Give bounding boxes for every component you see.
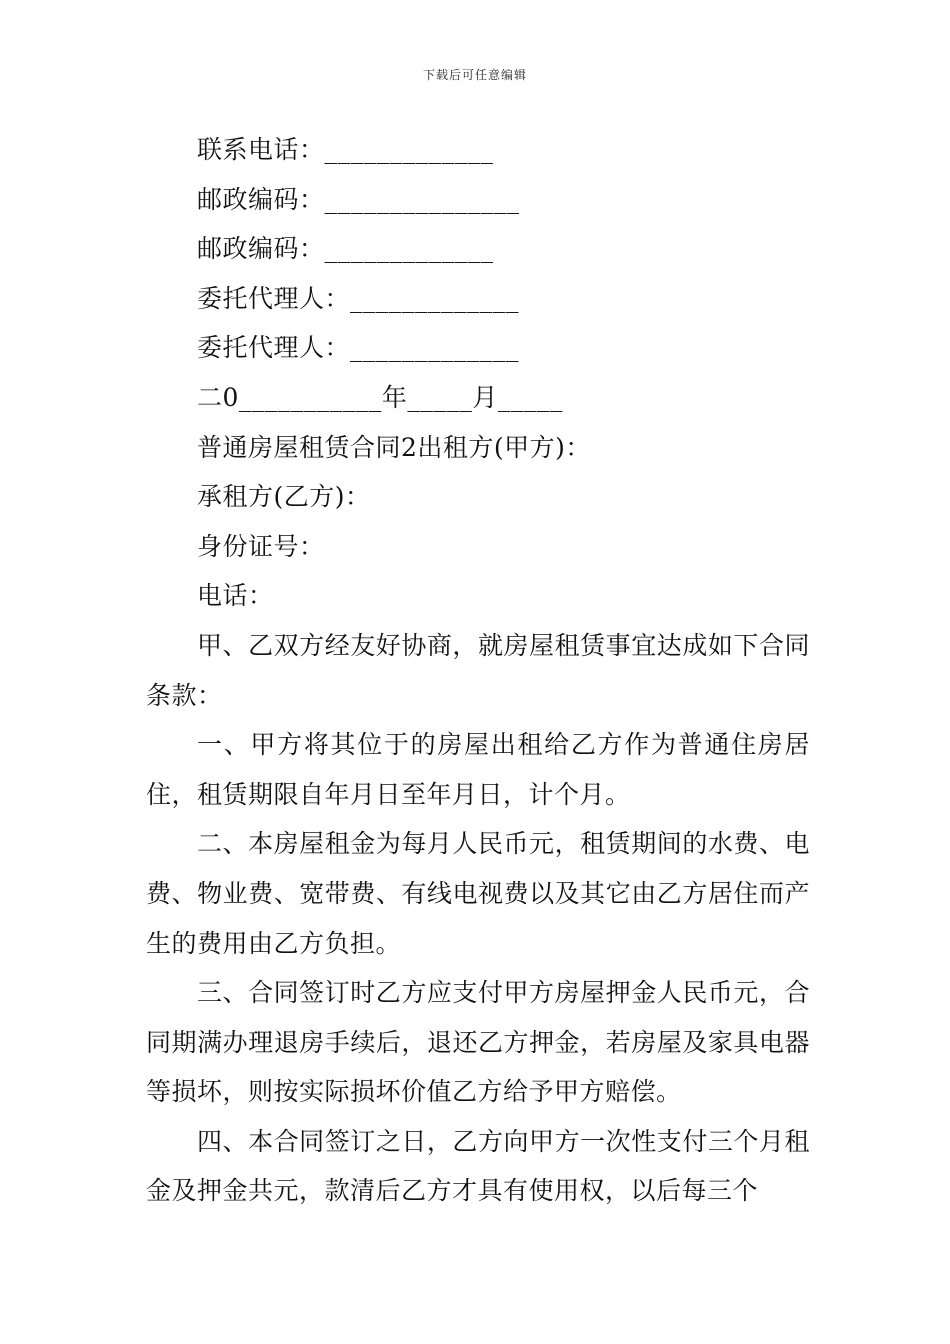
date-field: 二0___________年_____月_____ bbox=[197, 382, 563, 412]
clause-intro: 甲、乙双方经友好协商，就房屋租赁事宜达成如下合同条款： bbox=[146, 630, 810, 710]
lessee-field: 承租方(乙方)： bbox=[197, 482, 371, 512]
phone-field: 电话： bbox=[197, 581, 274, 611]
postal-code-field: 邮政编码：_____________ bbox=[197, 234, 494, 264]
contact-phone-field: 联系电话：_____________ bbox=[197, 135, 494, 164]
clause-4: 四、本合同签订之日，乙方向甲方一次性支付三个月租金及押金共元，款清后乙方才具有使用权，以后每三个 bbox=[146, 1126, 810, 1206]
agent-field: 委托代理人：_____________ bbox=[197, 283, 520, 313]
clause-2: 二、本房屋租金为每月人民币元，租赁期间的水费、电费、物业费、宽带费、有线电视费以及其它由乙方居住而产生的费用由乙方负担。 bbox=[146, 829, 810, 958]
postal-code-field: 邮政编码：_______________ bbox=[197, 184, 520, 214]
page-header-note: 下载后可任意编辑 bbox=[422, 68, 527, 82]
clause-3: 三、合同签订时乙方应支付甲方房屋押金人民币元，合同期满办理退房手续后，退还乙方押金，若房屋及家具电器等损坏，则按实际损坏价值乙方给予甲方赔偿。 bbox=[146, 978, 810, 1107]
contract-title-lessor: 普通房屋租赁合同2出租方(甲方)： bbox=[197, 432, 591, 462]
id-number-field: 身份证号： bbox=[197, 531, 325, 561]
clause-1: 一、甲方将其位于的房屋出租给乙方作为普通住房居住，租赁期限自年月日至年月日，计个月。 bbox=[146, 730, 810, 809]
agent-field: 委托代理人：_____________ bbox=[197, 333, 520, 363]
document-body bbox=[146, 125, 810, 1216]
